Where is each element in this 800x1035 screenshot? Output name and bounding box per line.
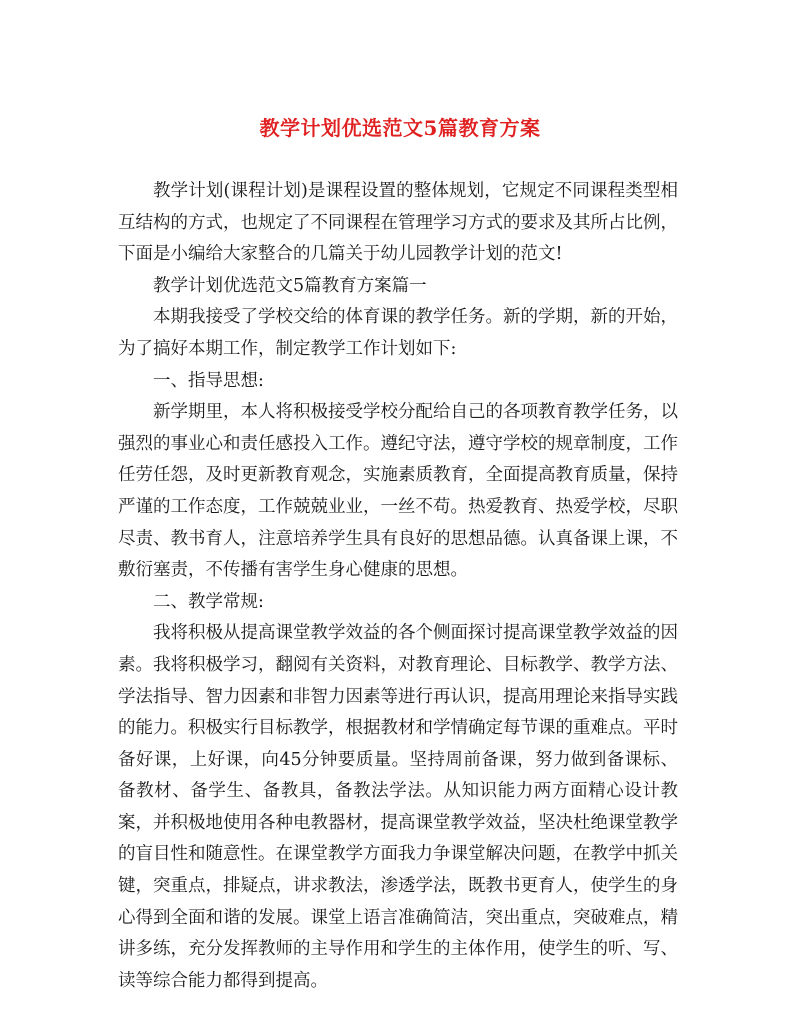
sub-heading: 一、指导思想: [153, 370, 264, 391]
section-heading: 教学计划优选范文5篇教育方案篇一 [153, 275, 427, 296]
intro-paragraph: 教学计划(课程计划)是课程设置的整体规划，它规定不同课程类型相互结构的方式，也规定了不同课程在管理学习方式的要求及其所占比例，下面是小编给大家整合的几篇关于幼儿园教学计划的范文! [118, 181, 678, 265]
sub-heading: 二、教学常规: [153, 591, 264, 612]
document-body [118, 176, 678, 997]
body-paragraph: 我将积极从提高课堂教学效益的各个侧面探讨提高课堂教学效益的因素。我将积极学习，翻阅有关资料，对教育理论、目标教学、教学方法、学法指导、智力因素和非智力因素等进行再认识，提高用理论来指导实践的能力。积极实行目标教学，根据教材和学情确定每节课的重难点。平时备好课，上好课，向45分钟要质量。坚持周前备课，努力做到备课标、备教材、备学生、备教具，备教法学法。从知识能力两方面精心设计教案，并积极地使用各种电教器材，提高课堂教学效益，坚决杜绝课堂教学的盲目性和随意性。在课堂教学方面我力争课堂解决问题，在教学中抓关键，突重点，排疑点，讲求教法，渗透学法，既教书更育人，使学生的身心得到全面和谐的发展。课堂上语言准确简洁，突出重点，突破难点，精讲多练，充分发挥教师的主导作用和学生的主体作用，使学生的听、写、读等综合能力都得到提高。 [118, 623, 678, 991]
document-title: 教学计划优选范文5篇教育方案 [259, 116, 541, 140]
body-paragraph: 新学期里，本人将积极接受学校分配给自己的各项教育教学任务，以强烈的事业心和责任感投入工作。遵纪守法，遵守学校的规章制度，工作任劳任怨，及时更新教育观念，实施素质教育，全面提高教育质量，保持严谨的工作态度，工作兢兢业业，一丝不苟。热爱教育、热爱学校，尽职尽责、教书育人，注意培养学生具有良好的思想品德。认真备课上课，不敷衍塞责，不传播有害学生身心健康的思想。 [118, 402, 678, 581]
body-paragraph: 本期我接受了学校交给的体育课的教学任务。新的学期，新的开始，为了搞好本期工作，制定教学工作计划如下: [118, 307, 678, 359]
